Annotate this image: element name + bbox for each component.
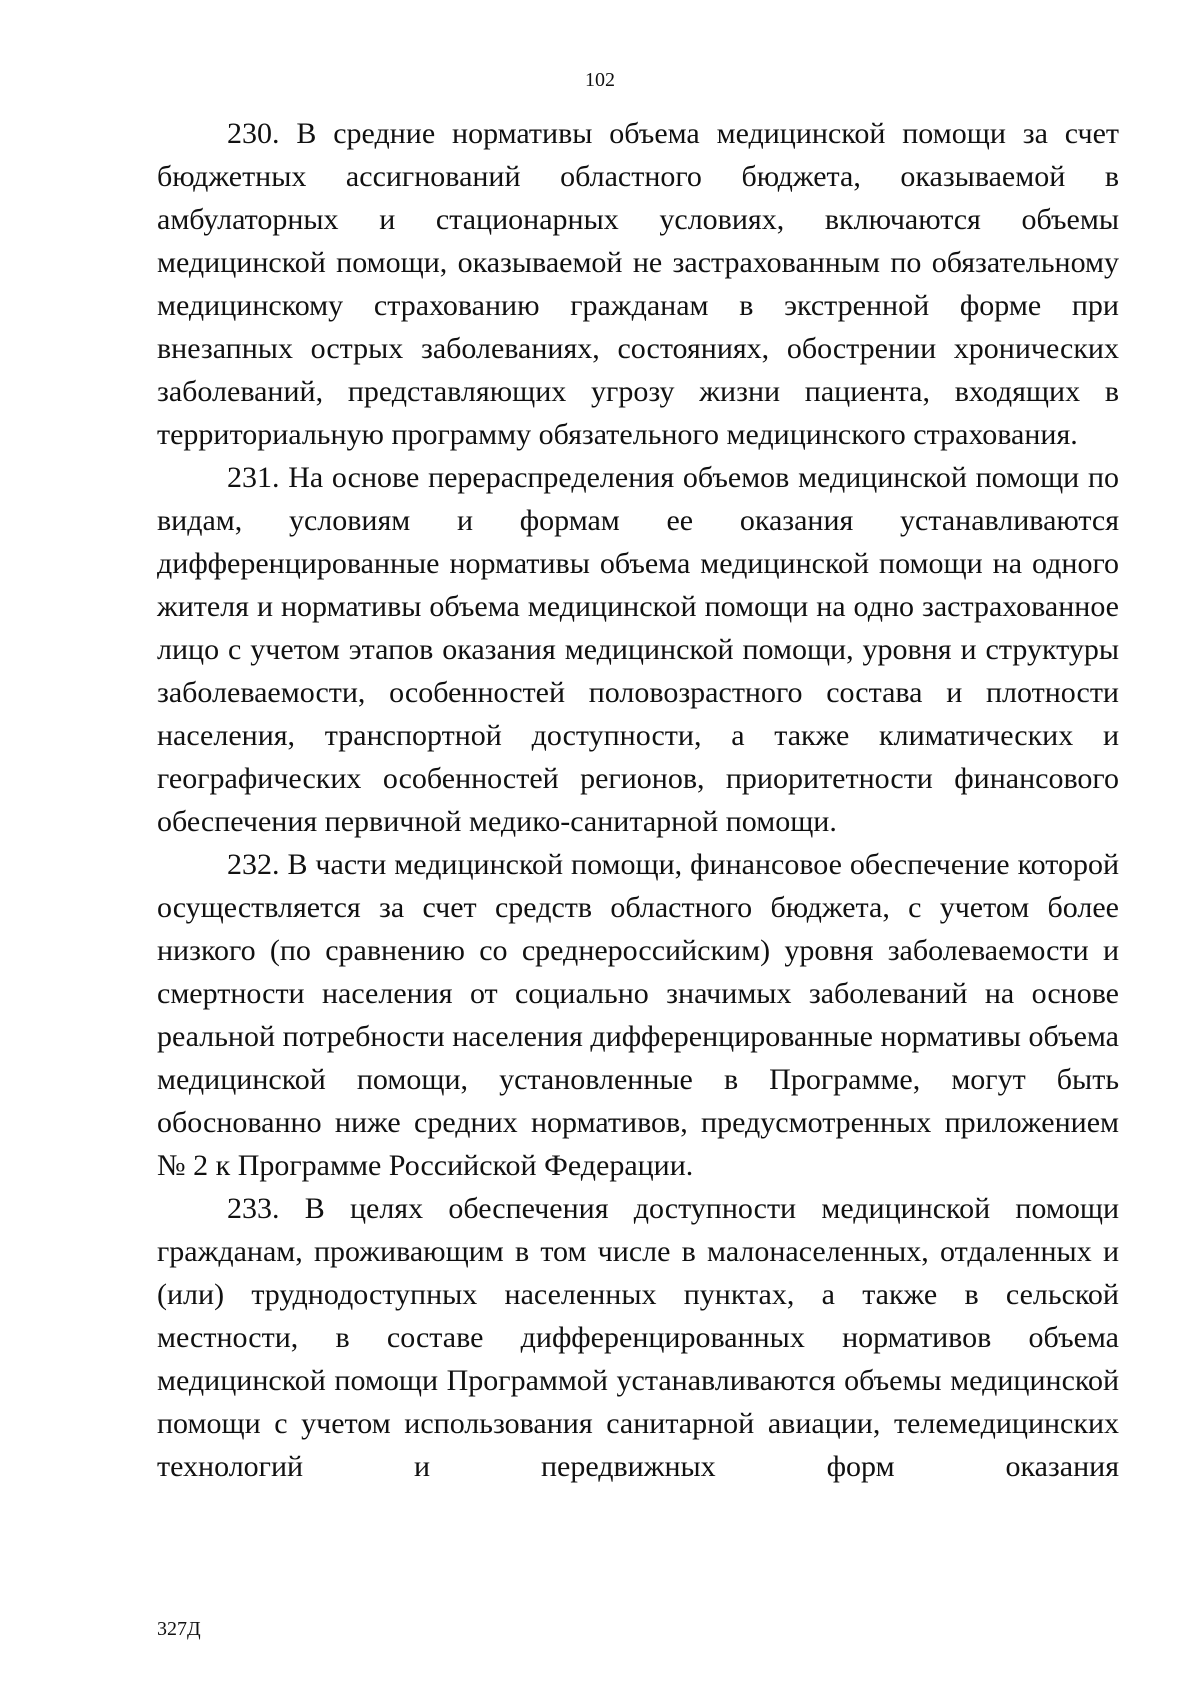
page-number: 102 [585, 69, 615, 91]
document-body [157, 112, 1119, 1488]
paragraph-233: 233. В целях обеспечения доступности медицинской помощи гражданам, проживающим в том числе в малонаселенных, отдаленных и (или) труднодоступных населенных пунктах, а также в сельской местности, в составе дифференцированных нормативов объема медицинской помощи Программой устанавливаются объемы медицинской помощи с учетом использования санитарной авиации, телемедицинских технологий и передвижных форм оказания [157, 1192, 1119, 1483]
paragraph-231: 231. На основе перераспределения объемов медицинской помощи по видам, условиям и формам ее оказания устанавливаются дифференцированные нормативы объема медицинской помощи на одного жителя и нормативы объема медицинской помощи на одно застрахованное лицо с учетом этапов оказания медицинской помощи, уровня и структуры заболеваемости, особенностей половозрастного состава и плотности населения, транспортной доступности, а также климатических и географических особенностей регионов, приоритетности финансового обеспечения первичной медико-санитарной помощи. [157, 461, 1119, 838]
paragraph-232: 232. В части медицинской помощи, финансовое обеспечение которой осуществляется за счет средств областного бюджета, с учетом более низкого (по сравнению со среднероссийским) уровня заболеваемости и смертности населения от социально значимых заболеваний на основе реальной потребности населения дифференцированные нормативы объема медицинской помощи, установленные в Программе, могут быть обоснованно ниже средних нормативов, предусмотренных приложением № 2 к Программе Российской Федерации. [157, 848, 1119, 1182]
document-code: 327Д [157, 1618, 201, 1640]
paragraph-230: 230. В средние нормативы объема медицинской помощи за счет бюджетных ассигнований областного бюджета, оказываемой в амбулаторных и стационарных условиях, включаются объемы медицинской помощи, оказываемой не застрахованным по обязательному медицинскому страхованию гражданам в экстренной форме при внезапных острых заболеваниях, состояниях, обострении хронических заболеваний, представляющих угрозу жизни пациента, входящих в территориальную программу обязательного медицинского страхования. [157, 117, 1119, 451]
